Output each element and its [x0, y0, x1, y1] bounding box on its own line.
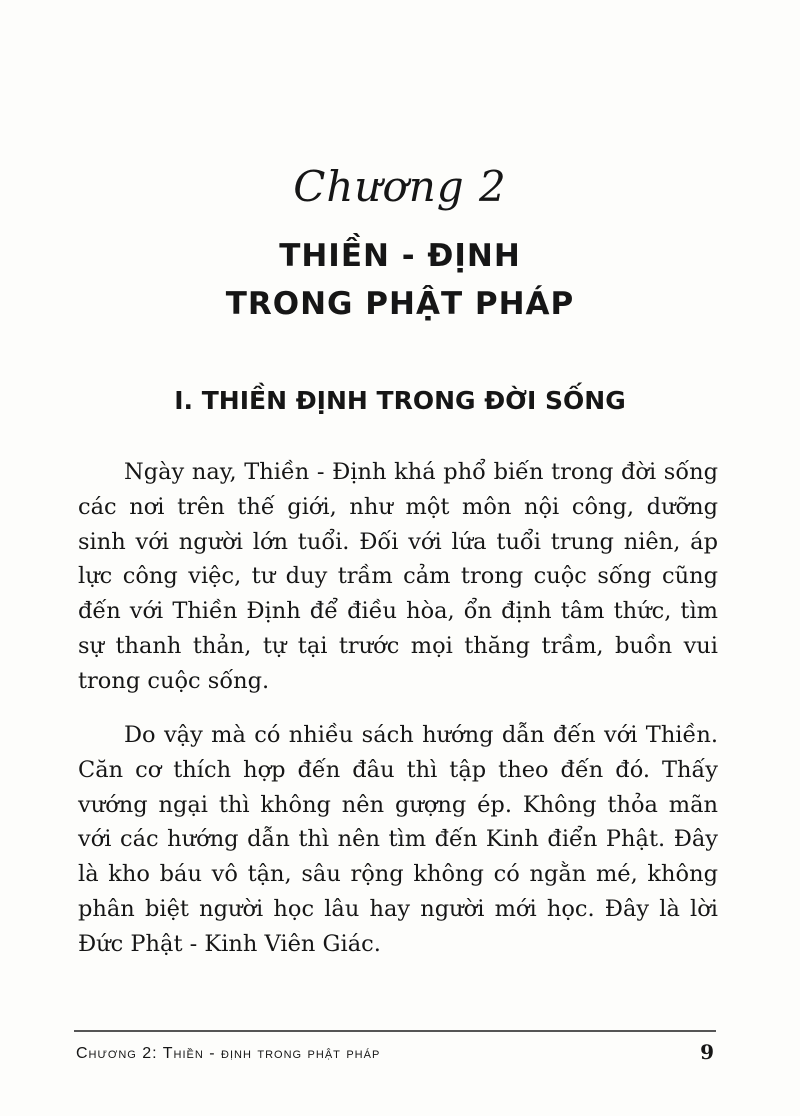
- page-number: 9: [700, 1040, 714, 1064]
- chapter-label: Chương 2: [293, 162, 507, 211]
- footer-divider: [74, 1030, 716, 1032]
- running-footer-title: Chương 2: Thiền - định trong phật pháp: [76, 1045, 381, 1062]
- section-heading: I. THIỀN ĐỊNH TRONG ĐỜI SỐNG: [174, 386, 626, 415]
- chapter-title-line-1: THIỀN - ĐỊNH: [279, 238, 521, 274]
- body-paragraph: Ngày nay, Thiền - Định khá phổ biến trong đời sống các nơi trên thế giới, như một môn nội công, dưỡng sinh với người lớn tuổi. Đối với lứa tuổi trung niên, áp lực công việc, tư duy trầm cảm trong cuộc sống cũng đến với Thiền Định để điều hòa, ổn định tâm thức, tìm sự thanh thản, tự tại trước mọi thăng trầm, buồn vui trong cuộc sống.: [78, 459, 718, 694]
- body-paragraph: Do vậy mà có nhiều sách hướng dẫn đến với Thiền. Căn cơ thích hợp đến đâu thì tập theo đến đó. Thấy vướng ngại thì không nên gượng ép. Không thỏa mãn với các hướng dẫn thì nên tìm đến Kinh điển Phật. Đây là kho báu vô tận, sâu rộng không có ngằn mé, không phân biệt người học lâu hay người mới học. Đây là lời Đức Phật - Kinh Viên Giác.: [78, 722, 718, 957]
- chapter-title-line-2: TRONG PHẬT PHÁP: [225, 286, 575, 322]
